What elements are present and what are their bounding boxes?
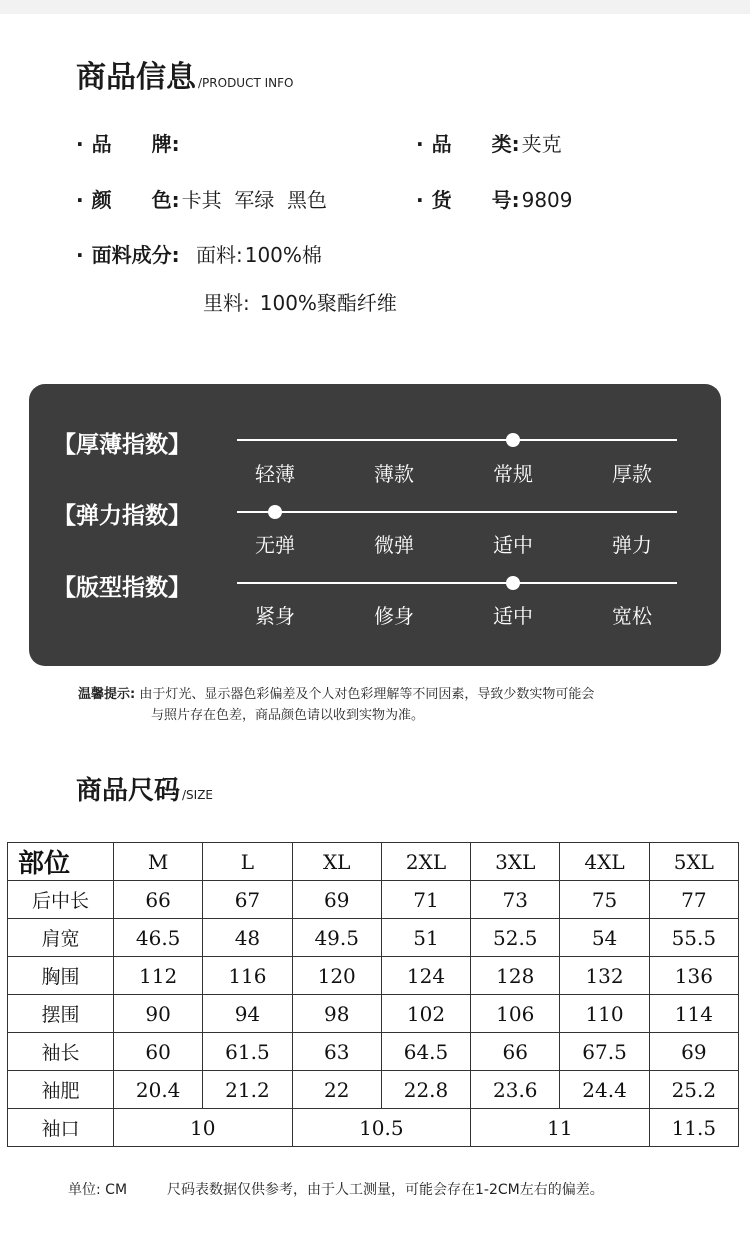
table-cell: 46.5 — [114, 919, 203, 957]
table-cell: 10 — [114, 1109, 293, 1147]
lining-label: 里料: — [203, 291, 250, 315]
brand-row: · 品 牌: — [76, 128, 182, 157]
lining-row — [203, 287, 397, 316]
table-cell: 114 — [649, 995, 738, 1033]
size-header-row — [8, 843, 739, 881]
elasticity-option: 微弹 — [374, 533, 414, 557]
thickness-option: 轻薄 — [255, 462, 295, 486]
product-info-title: 商品信息 /PRODUCT INFO — [76, 60, 294, 95]
fabric-row: · 面料成分: 面料: 100%棉 — [76, 239, 322, 268]
table-cell: 110 — [560, 995, 649, 1033]
item-no-row: · 货 号: 9809 — [416, 184, 573, 213]
table-cell: 124 — [381, 957, 470, 995]
shell-label: 面料: — [195, 243, 243, 267]
size-subtitle: /SIZE — [182, 788, 214, 802]
fabric-label: 面料成分: — [91, 243, 180, 267]
table-cell: 71 — [381, 881, 470, 919]
table-cell: 20.4 — [114, 1071, 203, 1109]
size-table — [7, 842, 739, 1147]
lining-value: 100%聚酯纤维 — [259, 291, 397, 315]
fit-option: 修身 — [374, 604, 414, 628]
table-cell: 55.5 — [649, 919, 738, 957]
item-no-value: 9809 — [521, 188, 573, 212]
table-cell: 60 — [114, 1033, 203, 1071]
size-title: 商品尺码 /SIZE — [76, 776, 214, 806]
size-header-cell: XL — [292, 843, 381, 881]
table-cell: 63 — [292, 1033, 381, 1071]
category-row: · 品 类: 夹克 — [416, 128, 562, 157]
product-page — [0, 14, 750, 1233]
size-header-cell: L — [203, 843, 292, 881]
size-corner-cell: 部位 — [8, 843, 114, 881]
size-header-cell: 5XL — [649, 843, 738, 881]
table-cell: 77 — [649, 881, 738, 919]
row-label: 袖肥 — [8, 1071, 114, 1109]
footer-note — [68, 1179, 604, 1199]
fit-knob — [506, 576, 520, 590]
table-cell: 21.2 — [203, 1071, 292, 1109]
table-cell: 67 — [203, 881, 292, 919]
size-header-cell: M — [114, 843, 203, 881]
table-row — [8, 1033, 739, 1071]
thickness-option: 常规 — [493, 462, 533, 486]
table-cell: 73 — [471, 881, 560, 919]
cuff-row — [8, 1109, 739, 1147]
table-cell: 66 — [471, 1033, 560, 1071]
table-cell: 98 — [292, 995, 381, 1033]
row-label: 肩宽 — [8, 919, 114, 957]
table-cell: 136 — [649, 957, 738, 995]
elasticity-option: 适中 — [493, 533, 533, 557]
elasticity-option: 弹力 — [612, 533, 652, 557]
thickness-knob — [506, 433, 520, 447]
table-cell: 120 — [292, 957, 381, 995]
table-cell: 69 — [649, 1033, 738, 1071]
fit-index-label: 【版型指数】 — [53, 575, 191, 601]
elasticity-index-label: 【弹力指数】 — [53, 503, 191, 529]
size-header-cell: 3XL — [471, 843, 560, 881]
table-cell: 11.5 — [649, 1109, 738, 1147]
table-cell: 94 — [203, 995, 292, 1033]
elasticity-option: 无弹 — [255, 533, 295, 557]
row-label: 摆围 — [8, 995, 114, 1033]
table-row — [8, 995, 739, 1033]
size-header-cell: 2XL — [381, 843, 470, 881]
thickness-track — [237, 439, 677, 441]
table-cell: 23.6 — [471, 1071, 560, 1109]
elasticity-knob — [268, 505, 282, 519]
table-cell: 54 — [560, 919, 649, 957]
table-cell: 10.5 — [292, 1109, 471, 1147]
color-tip — [78, 684, 594, 726]
tip-line-1: 由于灯光、显示器色彩偏差及个人对色彩理解等不同因素，导致少数实物可能会 — [139, 687, 595, 702]
color-row: · 颜 色: 卡其 军绿 黑色 — [76, 184, 327, 213]
color-label: 颜 色: — [91, 188, 180, 212]
table-cell: 52.5 — [471, 919, 560, 957]
table-row — [8, 1071, 739, 1109]
table-cell: 116 — [203, 957, 292, 995]
table-cell: 49.5 — [292, 919, 381, 957]
item-no-label: 货 号: — [431, 188, 520, 212]
table-cell: 61.5 — [203, 1033, 292, 1071]
footer-unit: 单位: CM — [68, 1182, 128, 1198]
table-cell: 90 — [114, 995, 203, 1033]
fit-track — [237, 582, 677, 584]
table-cell: 132 — [560, 957, 649, 995]
table-row — [8, 919, 739, 957]
table-cell: 128 — [471, 957, 560, 995]
index-panel — [29, 384, 721, 666]
category-label: 品 类: — [431, 132, 520, 156]
brand-label: 品 牌: — [91, 132, 180, 156]
row-label: 袖口 — [8, 1109, 114, 1147]
fit-option: 适中 — [493, 604, 533, 628]
thickness-option: 薄款 — [374, 462, 414, 486]
color-value: 卡其 军绿 黑色 — [181, 188, 328, 212]
table-cell: 22 — [292, 1071, 381, 1109]
table-cell: 66 — [114, 881, 203, 919]
row-label: 袖长 — [8, 1033, 114, 1071]
table-cell: 67.5 — [560, 1033, 649, 1071]
row-label: 后中长 — [8, 881, 114, 919]
size-header-cell: 4XL — [560, 843, 649, 881]
table-cell: 69 — [292, 881, 381, 919]
row-label: 胸围 — [8, 957, 114, 995]
thickness-index-label: 【厚薄指数】 — [53, 432, 191, 458]
table-cell: 48 — [203, 919, 292, 957]
table-cell: 112 — [114, 957, 203, 995]
footer-disclaimer: 尺码表数据仅供参考，由于人工测量，可能会存在1-2CM左右的偏差。 — [167, 1182, 604, 1198]
table-row — [8, 957, 739, 995]
table-cell: 51 — [381, 919, 470, 957]
category-value: 夹克 — [521, 132, 562, 156]
table-cell: 106 — [471, 995, 560, 1033]
table-cell: 75 — [560, 881, 649, 919]
table-row — [8, 881, 739, 919]
fit-option: 紧身 — [255, 604, 295, 628]
table-cell: 11 — [471, 1109, 650, 1147]
tip-label: 温馨提示: — [78, 687, 136, 702]
shell-value: 100%棉 — [244, 243, 322, 267]
thickness-option: 厚款 — [612, 462, 652, 486]
table-cell: 25.2 — [649, 1071, 738, 1109]
fit-option: 宽松 — [612, 604, 652, 628]
table-cell: 64.5 — [381, 1033, 470, 1071]
product-info-subtitle: /PRODUCT INFO — [198, 76, 294, 90]
table-cell: 24.4 — [560, 1071, 649, 1109]
table-cell: 102 — [381, 995, 470, 1033]
tip-line-2: 与照片存在色差，商品颜色请以收到实物为准。 — [151, 708, 425, 723]
elasticity-track — [237, 511, 677, 513]
table-cell: 22.8 — [381, 1071, 470, 1109]
